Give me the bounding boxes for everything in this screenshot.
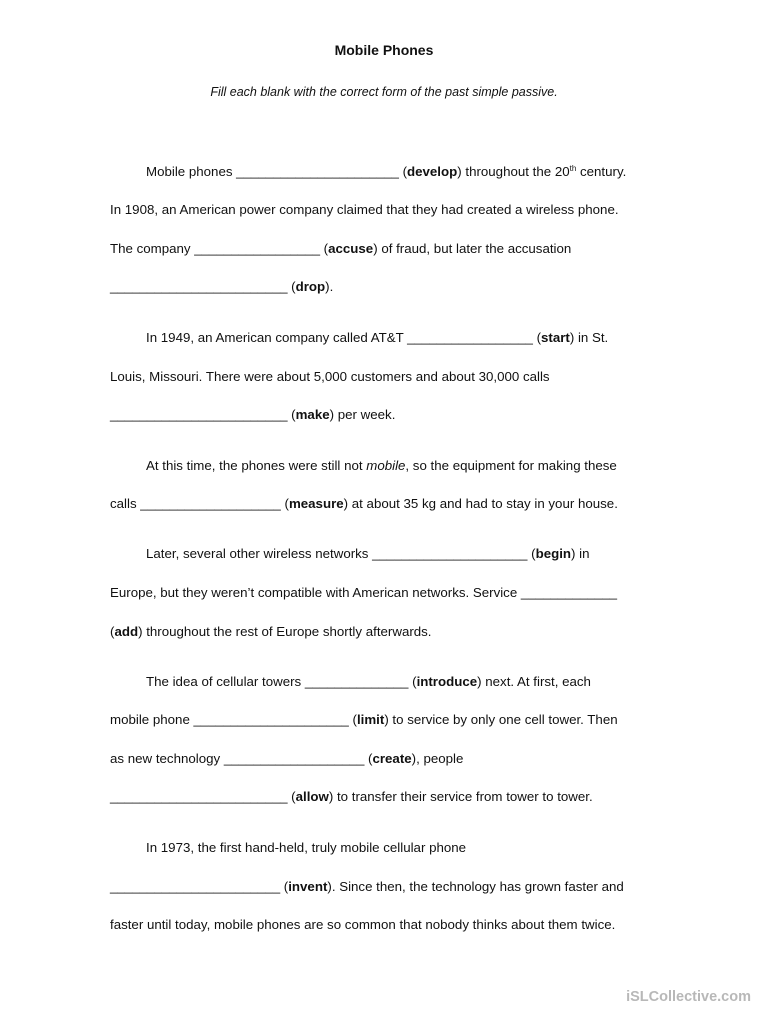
text-line: Mobile phones ______________________ (develop) throughout the 20th century. xyxy=(146,164,627,179)
verb-cue: begin xyxy=(535,546,572,561)
verb-cue: introduce xyxy=(416,674,478,689)
text-line: ________________________ (make) per week. xyxy=(110,407,396,422)
text-line: Europe, but they weren’t compatible with American networks. Service _____________ xyxy=(110,585,618,600)
verb-cue: start xyxy=(541,330,570,345)
verb-cue: add xyxy=(114,624,139,639)
text-line: _______________________ (invent). Since then, the technology has grown faster and xyxy=(110,879,624,894)
emphasis-word: mobile xyxy=(366,458,406,473)
text-line: Later, several other wireless networks _____________________ (begin) in xyxy=(146,546,590,561)
text-line: Louis, Missouri. There were about 5,000 customers and about 30,000 calls xyxy=(110,369,550,384)
verb-cue: allow xyxy=(295,789,329,804)
verb-cue: limit xyxy=(356,712,385,727)
ordinal-suffix: th xyxy=(569,164,577,173)
text-line: In 1973, the first hand-held, truly mobile cellular phone xyxy=(146,840,467,855)
text-line: mobile phone _____________________ (limit) to service by only one cell tower. Then xyxy=(110,712,618,727)
text-line: calls ___________________ (measure) at about 35 kg and had to stay in your house. xyxy=(110,496,618,511)
watermark: iSLCollective.com xyxy=(626,989,751,1005)
text-line: At this time, the phones were still not mobile, so the equipment for making these xyxy=(146,458,617,473)
text-line: as new technology ___________________ (create), people xyxy=(110,751,464,766)
text-line: ________________________ (allow) to transfer their service from tower to tower. xyxy=(110,789,593,804)
verb-cue: drop xyxy=(295,279,326,294)
verb-cue: make xyxy=(295,407,330,422)
page-title: Mobile Phones xyxy=(334,42,434,58)
text-line: (add) throughout the rest of Europe shortly afterwards. xyxy=(110,624,432,639)
verb-cue: measure xyxy=(288,496,344,511)
text-line: The idea of cellular towers ______________ (introduce) next. At first, each xyxy=(146,674,591,689)
verb-cue: create xyxy=(372,751,412,766)
text-line: ________________________ (drop). xyxy=(110,279,334,294)
verb-cue: develop xyxy=(407,164,458,179)
verb-cue: accuse xyxy=(328,241,374,256)
instructions: Fill each blank with the correct form of the past simple passive. xyxy=(210,85,558,99)
text-line: The company _________________ (accuse) of fraud, but later the accusation xyxy=(110,241,572,256)
verb-cue: invent xyxy=(288,879,328,894)
text-line: faster until today, mobile phones are so common that nobody thinks about them twice. xyxy=(110,917,616,932)
text-line: In 1949, an American company called AT&T _________________ (start) in St. xyxy=(146,330,609,345)
text-line: In 1908, an American power company claimed that they had created a wireless phone. xyxy=(110,202,619,217)
